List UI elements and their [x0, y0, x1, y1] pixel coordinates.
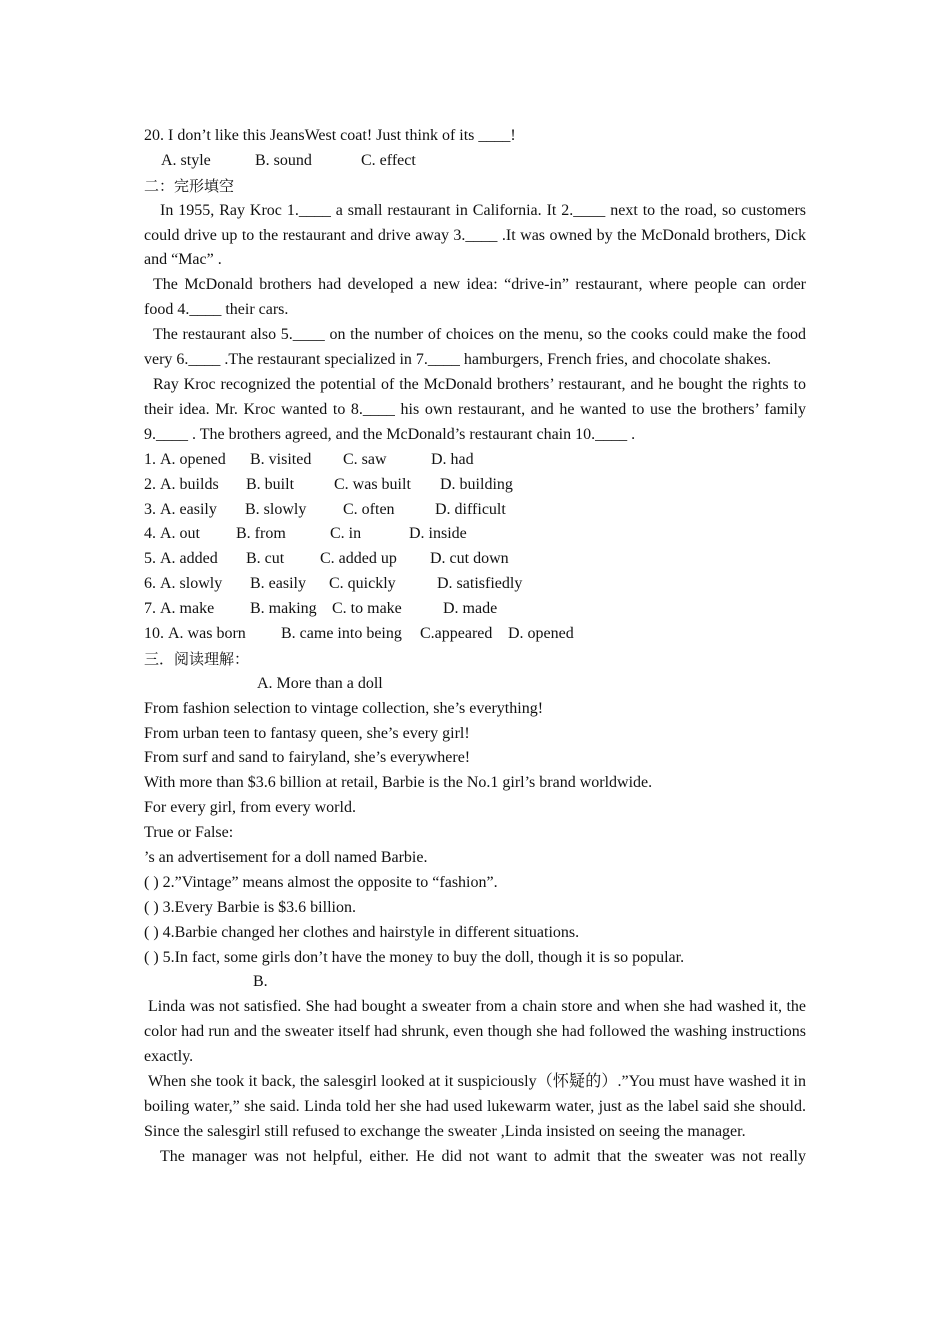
answer-option-c: C. added up [320, 550, 397, 568]
answer-option-b: B. built [246, 475, 295, 493]
answer-option-b: B. easily [250, 575, 306, 593]
answer-option-c: C. to make [332, 600, 402, 618]
answer-option-b: B. cut [246, 550, 285, 568]
answer-option-d: D. satisfiedly [437, 575, 523, 593]
answer-option-a: A. was born [168, 624, 246, 642]
passage-a-title: A. More than a doll [257, 674, 383, 692]
passage-a-line: For every girl, from every world. [144, 799, 356, 817]
true-false-item: ( ) 4.Barbie changed her clothes and hairstyle in different situations. [144, 923, 580, 941]
cloze-answer-row [144, 522, 806, 547]
answer-number: 6. [144, 575, 156, 593]
answer-option-a: A. opened [160, 450, 226, 468]
answer-option-a: A. builds [160, 475, 219, 493]
answer-option-c: C. in [330, 525, 362, 543]
question-20-option-c: C. effect [361, 151, 416, 169]
section-3-heading: 三．阅读理解： [144, 649, 250, 668]
answer-option-c: C.appeared [420, 624, 493, 642]
question-20-option-a: A. style [161, 151, 211, 169]
passage-a-line: From urban teen to fantasy queen, she’s every girl! [144, 724, 470, 742]
document-page [144, 124, 806, 1170]
answer-option-d: D. had [431, 450, 474, 468]
passage-a-line: From fashion selection to vintage collection, she’s everything! [144, 699, 544, 717]
answer-option-d: D. building [440, 475, 513, 493]
answer-option-d: D. inside [409, 525, 467, 543]
true-false-item: ( ) 5.In fact, some girls don’t have the money to buy the doll, though it is so popular. [144, 948, 685, 966]
question-20-options [144, 149, 806, 174]
answer-number: 1. [144, 450, 156, 468]
cloze-answer-row [144, 498, 806, 523]
answer-option-d: D. made [443, 600, 498, 618]
answer-option-c: C. quickly [329, 575, 396, 593]
true-false-item: ’s an advertisement for a doll named Barbie. [144, 848, 428, 866]
answer-number: 4. [144, 525, 156, 543]
cloze-paragraph-3: The restaurant also 5.____ on the number of choices on the menu, so the cooks could make the food very 6.____ .The restaurant specialized in 7.____ hamburgers, French fries, and chocolate shakes. [144, 326, 806, 369]
question-20-option-b: B. sound [255, 151, 312, 169]
answer-number: 5. [144, 550, 156, 568]
question-20-stem: 20. I don’t like this JeansWest coat! Just think of its ____! [144, 127, 516, 144]
answer-option-a: A. easily [160, 500, 217, 518]
answer-option-a: A. make [160, 600, 215, 618]
cloze-paragraph-4: Ray Kroc recognized the potential of the McDonald brothers’ restaurant, and he bought the rights to their idea. Mr. Kroc wanted to 8.____ his own restaurant, and he wanted to use the brothers’ family 9.____ . The brothers agreed, and the McDonald’s restaurant chain 10.____ . [144, 376, 806, 443]
cloze-answer-row [144, 597, 806, 622]
cloze-answer-row [144, 448, 806, 473]
passage-b-paragraph-1: Linda was not satisfied. She had bought a sweater from a chain store and when she had washed it, the color had run and the sweater itself had shrunk, even though she had followed the washing instructions exactly. [144, 998, 806, 1066]
answer-number: 10. [144, 624, 164, 642]
true-false-item: ( ) 3.Every Barbie is $3.6 billion. [144, 898, 356, 916]
cloze-paragraph-1: In 1955, Ray Kroc 1.____ a small restaurant in California. It 2.____ next to the road, so customers could drive up to the restaurant and drive away 3.____ .It was owned by the McDonald brothers, Dick and “Mac” . [144, 201, 806, 269]
true-false-item: ( ) 2.”Vintage” means almost the opposite to “fashion”. [144, 873, 498, 891]
section-2-heading: 二：完形填空 [144, 176, 235, 195]
answer-option-a: A. added [160, 550, 218, 568]
cloze-answer-row [144, 547, 806, 572]
answer-option-c: C. was built [334, 475, 411, 493]
answer-option-b: B. came into being [281, 624, 402, 642]
answer-option-c: C. often [343, 500, 395, 518]
answer-option-a: A. out [160, 525, 200, 543]
true-false-label: True or False: [144, 824, 234, 842]
cloze-answer-row [144, 572, 806, 597]
answer-option-d: D. opened [508, 624, 574, 642]
answer-option-b: B. visited [250, 450, 312, 468]
cloze-paragraph-2: The McDonald brothers had developed a new idea: “drive-in” restaurant, where people can order food 4.____ their cars. [144, 276, 806, 319]
answer-option-b: B. making [250, 600, 317, 618]
cloze-answer-row [144, 622, 806, 647]
cloze-answer-row [144, 473, 806, 498]
answer-option-b: B. from [236, 525, 286, 543]
answer-number: 2. [144, 475, 156, 493]
answer-option-d: D. difficult [435, 500, 506, 518]
passage-a-line: With more than $3.6 billion at retail, Barbie is the No.1 girl’s brand worldwide. [144, 774, 653, 792]
answer-number: 7. [144, 600, 156, 618]
answer-number: 3. [144, 500, 156, 518]
passage-a-line: From surf and sand to fairyland, she’s everywhere! [144, 749, 471, 767]
answer-option-c: C. saw [343, 450, 387, 468]
passage-b-title: B. [253, 973, 268, 991]
passage-b-paragraph-3: The manager was not helpful, either. He did not want to admit that the sweater was not really [160, 1147, 806, 1165]
passage-b-paragraph-2: When she took it back, the salesgirl looked at it suspiciously（怀疑的）.”You must have washed it in boiling water,” she said. Linda told her she had used lukewarm water, just as the label said she should. Since the salesgirl still refused to exchange the sweater ,Linda insisted on seeing the manager. [144, 1073, 806, 1140]
answer-option-a: A. slowly [160, 575, 223, 593]
answer-option-d: D. cut down [430, 550, 509, 568]
answer-option-b: B. slowly [245, 500, 307, 518]
